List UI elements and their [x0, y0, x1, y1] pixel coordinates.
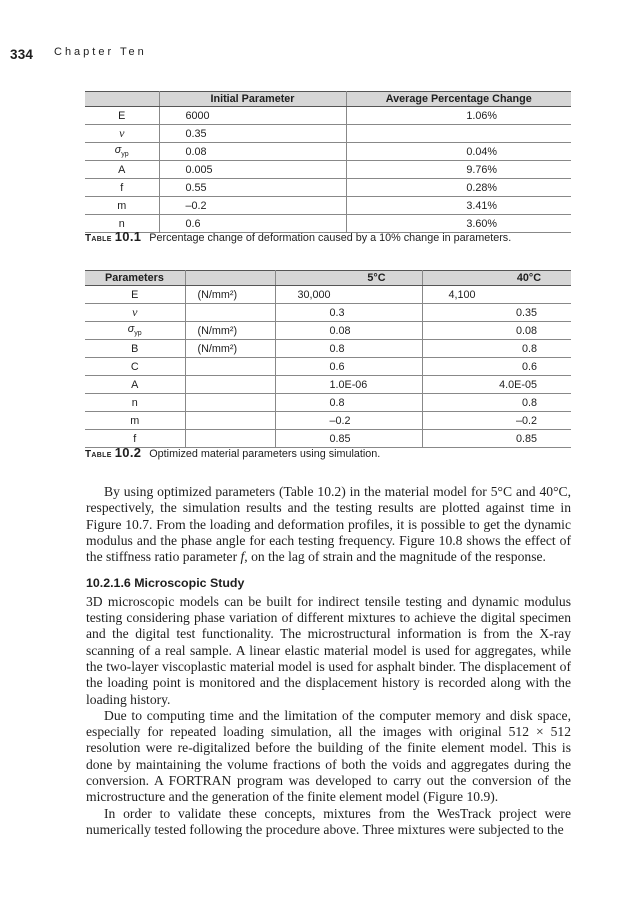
table-row — [85, 107, 571, 125]
parameter-cell: m — [85, 197, 159, 215]
table-caption — [85, 445, 380, 460]
value-40c-cell: 0.6 — [422, 358, 571, 376]
parameter-cell: f — [85, 430, 185, 448]
table-row — [85, 286, 571, 304]
table-caption — [85, 229, 511, 244]
unit-cell: (N/mm²) — [185, 322, 275, 340]
value-5c-cell: 0.8 — [275, 340, 422, 358]
parameter-cell: n — [85, 215, 159, 233]
table-row — [85, 304, 571, 322]
column-header: Parameters — [85, 271, 185, 286]
paragraph: 3D microscopic models can be built for indirect tensile testing and dynamic modulus testing considering phase variation of different mixtures to achieve the digital specimen and the digital test functionality. The microstructural information is from the X-ray scanning of a real sample. A linear elastic material model is used for aggregates, while the two-layer viscoplastic material model is used for asphalt binder. The displacement of the loading point is monitored and the displacement history is recorded along with the loading history. — [86, 593, 571, 707]
parameter-cell: A — [85, 376, 185, 394]
unit-cell — [185, 412, 275, 430]
value-5c-cell: 0.8 — [275, 394, 422, 412]
percentage-change-cell — [346, 125, 571, 143]
table-row — [85, 412, 571, 430]
table-row — [85, 125, 571, 143]
percentage-change-cell: 3.60% — [346, 215, 571, 233]
unit-cell: (N/mm²) — [185, 340, 275, 358]
column-header: Initial Parameter — [159, 92, 346, 107]
table-header-row — [85, 271, 571, 286]
body-text — [86, 484, 571, 838]
unit-cell — [185, 394, 275, 412]
value-40c-cell: 0.08 — [422, 322, 571, 340]
value-40c-cell: 0.85 — [422, 430, 571, 448]
initial-parameter-cell: 6000 — [159, 107, 346, 125]
table-row — [85, 197, 571, 215]
table-row — [85, 376, 571, 394]
parameter-cell: f — [85, 179, 159, 197]
parameter-cell: B — [85, 340, 185, 358]
value-5c-cell: 1.0E-06 — [275, 376, 422, 394]
value-40c-cell: 0.35 — [422, 304, 571, 322]
caption-text: Optimized material parameters using simulation. — [149, 448, 381, 460]
table-row — [85, 179, 571, 197]
table-row — [85, 161, 571, 179]
page-header — [10, 46, 147, 64]
parameter-cell: $\sigma_{yp}$ — [85, 143, 159, 161]
section-heading: 10.2.1.6 Microscopic Study — [86, 576, 245, 591]
caption-label: Table 10.2 — [85, 445, 142, 460]
table-header-row — [85, 92, 571, 107]
caption-text: Percentage change of deformation caused by a 10% change in parameters. — [149, 232, 512, 244]
parameter-cell: $\sigma_{yp}$ — [85, 322, 185, 340]
initial-parameter-cell: 0.55 — [159, 179, 346, 197]
table-10-2 — [85, 270, 571, 448]
column-header: Average Percentage Change — [346, 92, 571, 107]
unit-cell: (N/mm²) — [185, 286, 275, 304]
value-40c-cell: 0.8 — [422, 394, 571, 412]
column-header — [85, 92, 159, 107]
initial-parameter-cell: –0.2 — [159, 197, 346, 215]
parameter-cell: A — [85, 161, 159, 179]
parameter-cell: ν — [85, 304, 185, 322]
value-40c-cell: 4.0E-05 — [422, 376, 571, 394]
paragraph: Due to computing time and the limitation of the computer memory and disk space, especially for repeated loading simulation, all the images with original 512 × 512 resolution were re-digitalized before the building of the finite element model. This is done by maintaining the volume fractions of both the voids and aggregates during the conversion. A FORTRAN program was developed to carry out the conversion of the microstructure and the generation of the finite element model (Figure 10.9). — [86, 707, 571, 805]
initial-parameter-cell: 0.35 — [159, 125, 346, 143]
parameter-cell: ν — [85, 125, 159, 143]
value-5c-cell: 0.6 — [275, 358, 422, 376]
column-header — [185, 271, 275, 286]
percentage-change-cell: 9.76% — [346, 161, 571, 179]
unit-cell — [185, 376, 275, 394]
page-number: 334 — [10, 47, 34, 62]
table-row — [85, 143, 571, 161]
paragraph: By using optimized parameters (Table 10.2) in the material model for 5°C and 40°C, respectively, the simulation results and the testing results are plotted against time in Figure 10.7. From the loading and deformation profiles, it is possible to get the dynamic modulus and the phase angle for each testing frequency. Figure 10.8 shows the effect of the stiffness ratio parameter f, on the lag of strain and the magnitude of the response. — [86, 484, 571, 565]
value-5c-cell: –0.2 — [275, 412, 422, 430]
table-10-1 — [85, 91, 571, 233]
percentage-change-cell: 0.28% — [346, 179, 571, 197]
column-header: 5°C — [275, 271, 422, 286]
caption-label: Table 10.1 — [85, 229, 142, 244]
parameter-cell: C — [85, 358, 185, 376]
parameter-cell: E — [85, 107, 159, 125]
unit-cell — [185, 358, 275, 376]
unit-cell — [185, 304, 275, 322]
table-row — [85, 358, 571, 376]
table-row — [85, 322, 571, 340]
initial-parameter-cell: 0.005 — [159, 161, 346, 179]
parameter-cell: m — [85, 412, 185, 430]
table-row — [85, 394, 571, 412]
column-header: 40°C — [422, 271, 571, 286]
parameter-cell: n — [85, 394, 185, 412]
chapter-title: Chapter Ten — [54, 46, 147, 58]
table-row — [85, 340, 571, 358]
value-5c-cell: 0.08 — [275, 322, 422, 340]
percentage-change-cell: 1.06% — [346, 107, 571, 125]
paragraph: In order to validate these concepts, mixtures from the WesTrack project were numerically tested following the procedure above. Three mixtures were subjected to the — [86, 805, 571, 837]
initial-parameter-cell: 0.08 — [159, 143, 346, 161]
parameter-cell: E — [85, 286, 185, 304]
percentage-change-cell: 3.41% — [346, 197, 571, 215]
value-5c-cell: 30,000 — [275, 286, 422, 304]
value-40c-cell: 0.8 — [422, 340, 571, 358]
initial-parameter-cell: 0.6 — [159, 215, 346, 233]
value-5c-cell: 0.85 — [275, 430, 422, 448]
percentage-change-cell: 0.04% — [346, 143, 571, 161]
value-40c-cell: –0.2 — [422, 412, 571, 430]
value-40c-cell: 4,100 — [422, 286, 571, 304]
value-5c-cell: 0.3 — [275, 304, 422, 322]
